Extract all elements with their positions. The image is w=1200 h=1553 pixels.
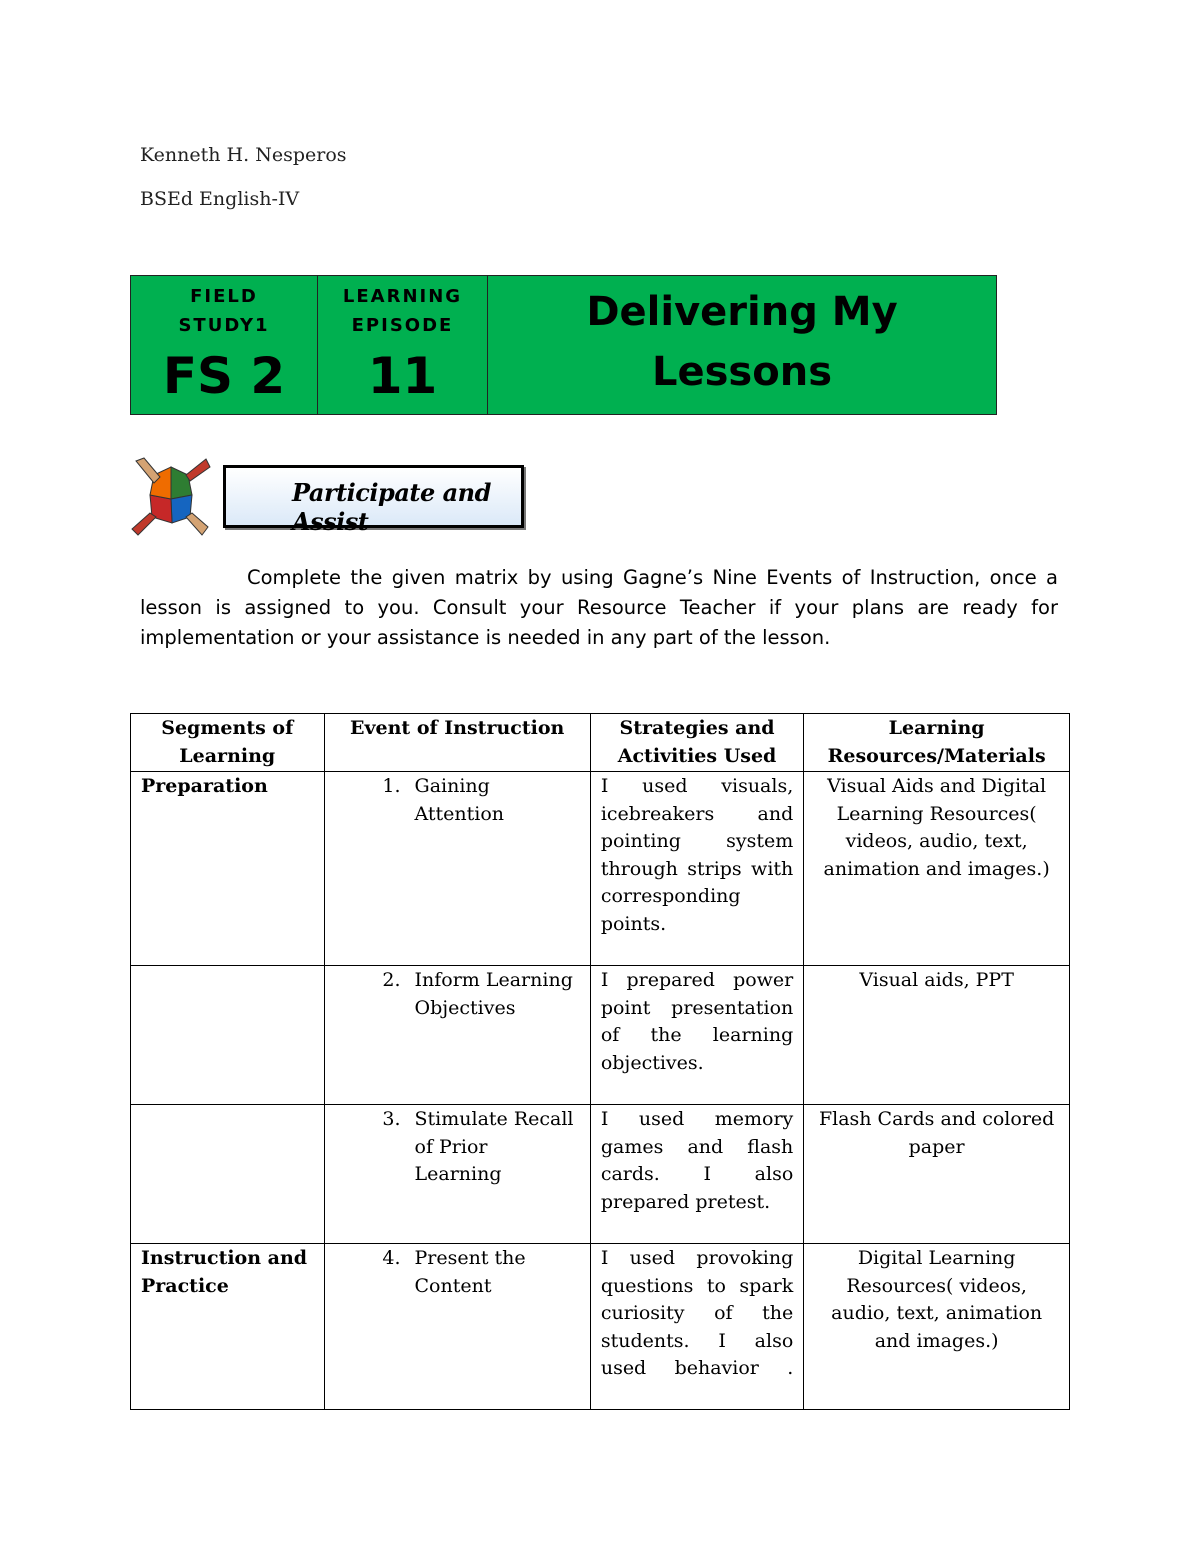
strategy-cell: I used visuals, icebreakers and pointing system through strips with corresponding points.	[590, 772, 803, 966]
event-cell	[324, 1105, 590, 1244]
student-course: BSEd English-IV	[140, 188, 300, 210]
resources-cell: Visual Aids and Digital Learning Resources( videos, audio, text, animation and images.)	[804, 772, 1070, 966]
event-number: 4.	[382, 1247, 401, 1269]
segment-cell	[131, 966, 325, 1105]
episode-title: Delivering My Lessons	[586, 289, 898, 395]
strategy-cell: I prepared power point presentation of the learning objectives.	[590, 966, 803, 1105]
resources-cell: Flash Cards and colored paper	[804, 1105, 1070, 1244]
segment-cell	[131, 1105, 325, 1244]
instructions-paragraph: Complete the given matrix by using Gagne’s Nine Events of Instruction, once a lesson is assigned to you. Consult your Resource Teacher if your plans are ready for implementation or your assistance is needed in any part of the lesson.	[140, 566, 1058, 649]
segment-cell: Preparation	[131, 772, 325, 966]
episode-number: 11	[367, 347, 438, 405]
student-name: Kenneth H. Nesperos	[140, 144, 347, 166]
event-cell	[324, 1244, 590, 1410]
field-study-label: FIELD STUDY1	[178, 286, 270, 336]
episode-banner	[130, 275, 997, 415]
segment-cell: Instruction and Practice	[131, 1244, 325, 1410]
table-row	[131, 966, 1070, 1105]
gagne-matrix-table	[130, 713, 1070, 1410]
header-event: Event of Instruction	[324, 714, 590, 772]
table-row	[131, 772, 1070, 966]
strategy-cell: I used provoking questions to spark curiosity of the students. I also used behavior .	[590, 1244, 803, 1410]
episode-cell	[318, 276, 488, 414]
resources-cell: Digital Learning Resources( videos, audio, text, animation and images.)	[804, 1244, 1070, 1410]
table-row	[131, 1244, 1070, 1410]
field-study-code: FS 2	[162, 347, 286, 405]
header-strategies: Strategies and Activities Used	[590, 714, 803, 772]
event-number: 2.	[382, 969, 401, 991]
field-study-cell	[131, 276, 318, 414]
resources-cell: Visual aids, PPT	[804, 966, 1070, 1105]
event-text: Present the Content	[414, 1247, 526, 1297]
title-cell	[488, 276, 996, 414]
event-number: 1.	[382, 775, 401, 797]
event-number: 3.	[382, 1108, 401, 1130]
event-cell	[324, 966, 590, 1105]
participate-assist-box	[223, 465, 524, 536]
header-segments: Segments of Learning	[131, 714, 325, 772]
event-text: Stimulate Recall of Prior Learning	[414, 1108, 574, 1185]
table-header-row	[131, 714, 1070, 772]
event-text: Gaining Attention	[414, 775, 505, 825]
table-row	[131, 1105, 1070, 1244]
header-resources: Learning Resources/Materials	[804, 714, 1070, 772]
event-text: Inform Learning Objectives	[414, 969, 573, 1019]
episode-label: LEARNING EPISODE	[342, 286, 463, 336]
strategy-cell: I used memory games and flash cards. I also prepared pretest.	[590, 1105, 803, 1244]
puzzle-hands-icon	[130, 455, 212, 537]
participate-assist-label: Participate and Assist	[292, 478, 491, 536]
event-cell	[324, 772, 590, 966]
